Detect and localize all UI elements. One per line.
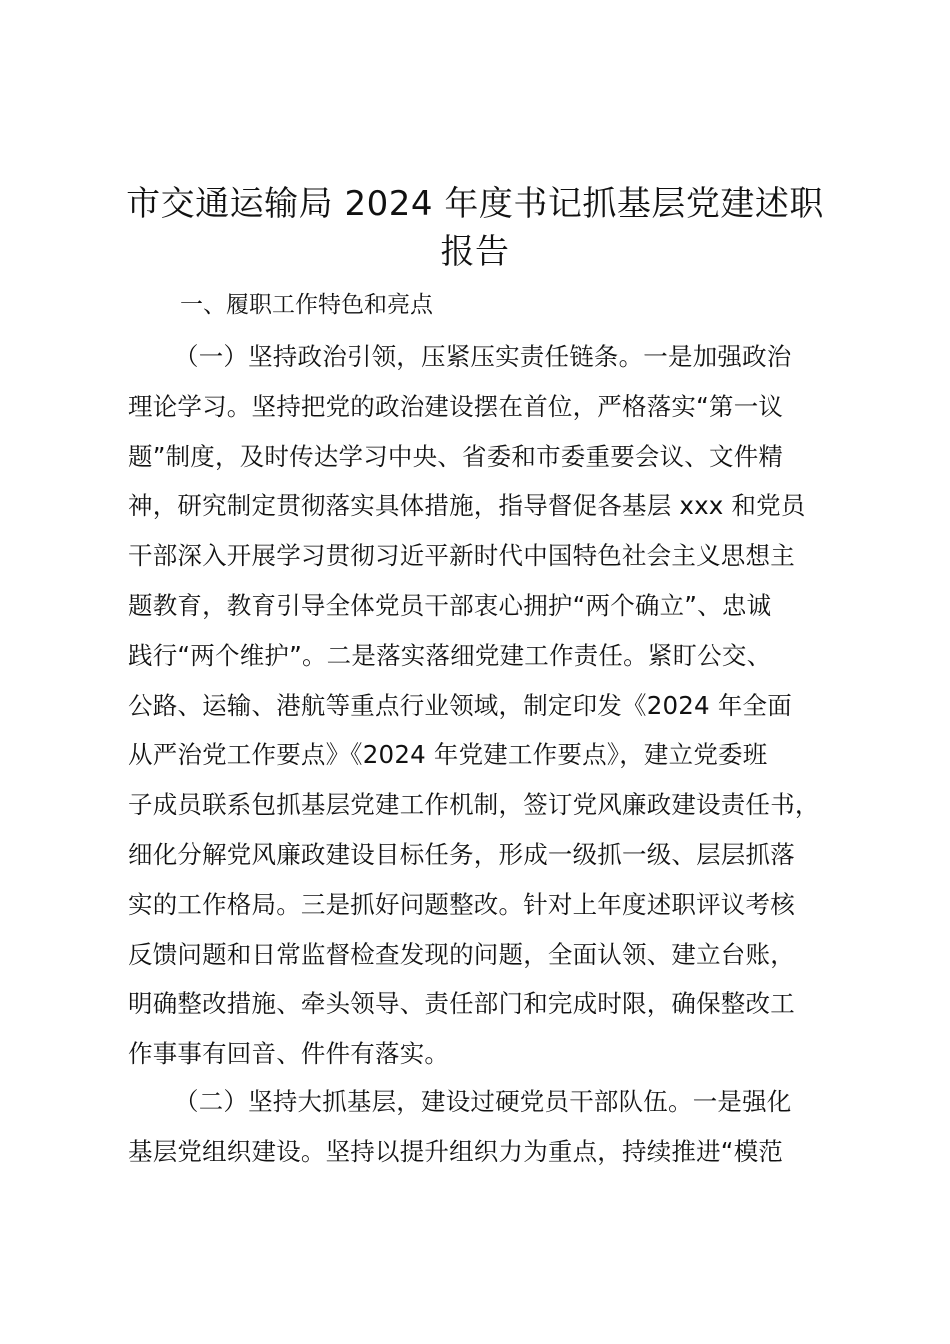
paragraph-line: 神，研究制定贯彻落实具体措施，指导督促各基层 xxx 和党员 [128,491,806,521]
paragraph-line: 公路、运输、港航等重点行业领域，制定印发《2024 年全面 [128,690,792,720]
paragraph-1 [128,332,834,1079]
paragraph-line: 细化分解党风廉政建设目标任务，形成一级抓一级、层层抓落 [128,839,795,869]
paragraph-line: 子成员联系包抓基层党建工作机制，签订党风廉政建设责任书， [128,790,820,820]
paragraph-line: （二）坚持大抓基层，建设过硬党员干部队伍。一是强化 [174,1087,792,1116]
section-heading: 一、履职工作特色和亮点 [180,292,433,318]
paragraph-line: 反馈问题和日常监督检查发现的问题，全面认领、建立台账， [128,939,795,969]
paragraph-line: （一）坚持政治引领，压紧压实责任链条。一是加强政治 [174,342,792,371]
paragraph-line: 题”制度，及时传达学习中央、省委和市委重要会议、文件精 [128,441,784,471]
paragraph-line: 干部深入开展学习贯彻习近平新时代中国特色社会主义思想主 [128,541,795,571]
paragraph-line: 理论学习。坚持把党的政治建设摆在首位，严格落实“第一议 [128,391,784,421]
paragraph-line: 从严治党工作要点》《2024 年党建工作要点》，建立党委班 [128,740,768,770]
paragraph-line: 实的工作格局。三是抓好问题整改。针对上年度述职评议考核 [128,889,795,919]
paragraph-line: 基层党组织建设。坚持以提升组织力为重点，持续推进“模范 [128,1136,784,1166]
paragraph-2 [128,1077,834,1177]
document-title [110,180,840,276]
paragraph-line: 题教育，教育引导全体党员干部衷心拥护“两个确立”、忠诚 [128,590,772,620]
title-line-1: 市交通运输局 2024 年度书记抓基层党建述职 [126,184,824,224]
title-line-2: 报告 [440,232,510,272]
paragraph-line: 作事事有回音、件件有落实。 [128,1039,450,1069]
paragraph-line: 明确整改措施、牵头领导、责任部门和完成时限，确保整改工 [128,989,795,1019]
paragraph-line: 践行“两个维护”。二是落实落细党建工作责任。紧盯公交、 [128,640,772,670]
